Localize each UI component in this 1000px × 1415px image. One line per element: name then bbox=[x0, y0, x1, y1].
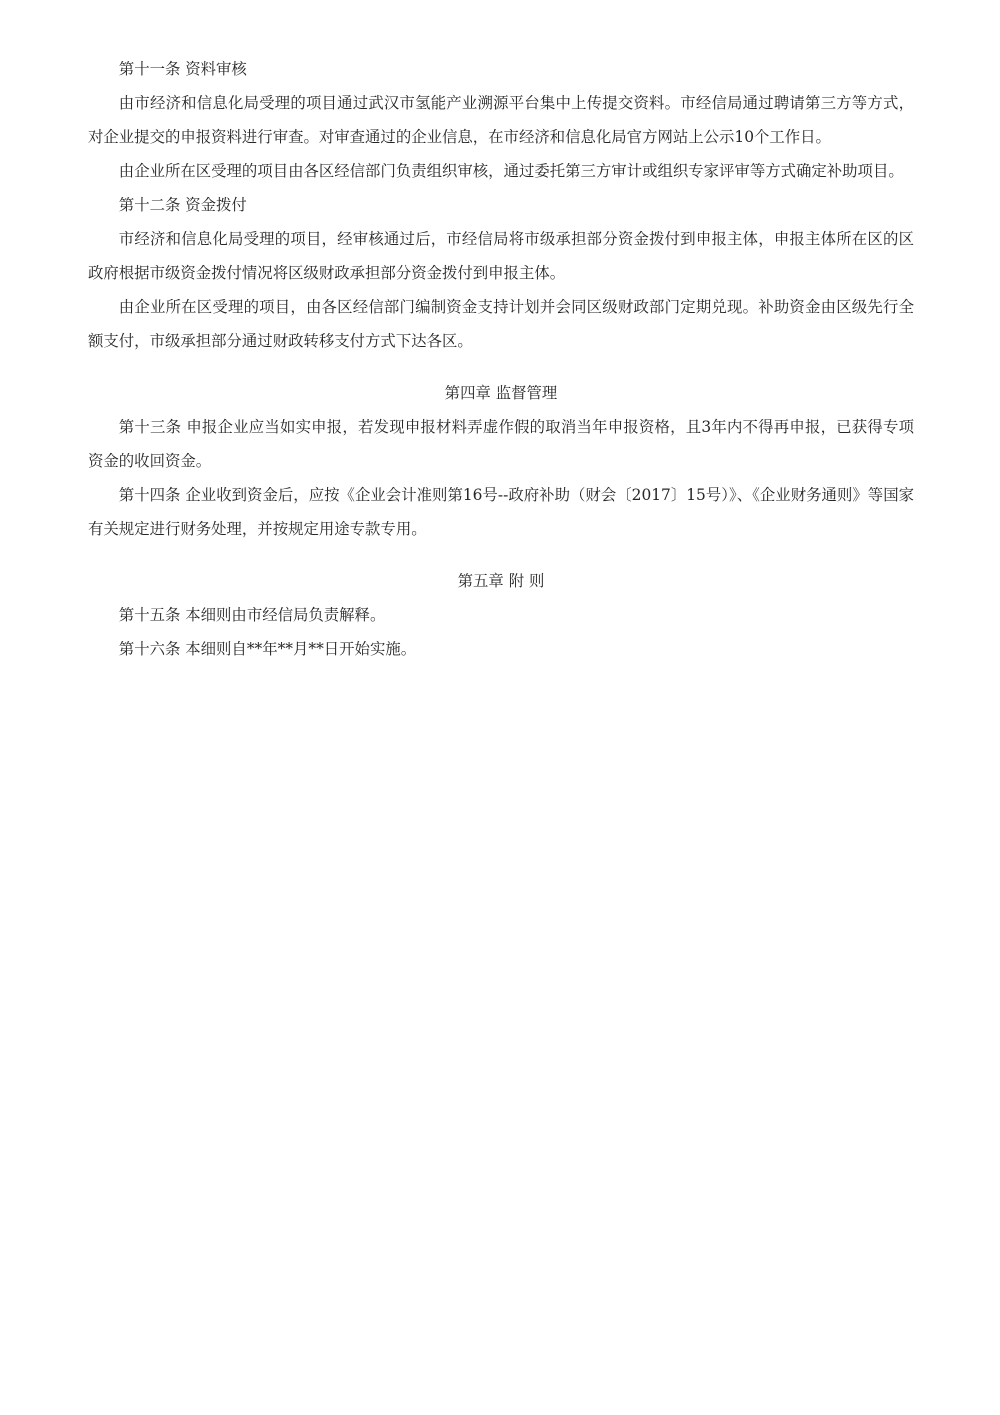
chapter-5-title: 第五章 附 则 bbox=[457, 572, 545, 590]
document-body bbox=[88, 52, 914, 666]
article-15: 第十五条 本细则由市经信局负责解释。 bbox=[118, 606, 386, 624]
article-16: 第十六条 本细则自**年**月**日开始实施。 bbox=[118, 640, 417, 658]
article-12-paragraph-1: 市经济和信息化局受理的项目，经审核通过后，市经信局将市级承担部分资金拨付到申报主体，申报主体所在区的区政府根据市级资金拨付情况将区级财政承担部分资金拨付到申报主体。 bbox=[88, 230, 914, 282]
article-12-title: 第十二条 资金拨付 bbox=[118, 196, 247, 214]
article-12-paragraph-2: 由企业所在区受理的项目，由各区经信部门编制资金支持计划并会同区级财政部门定期兑现。补助资金由区级先行全额支付，市级承担部分通过财政转移支付方式下达各区。 bbox=[88, 298, 914, 350]
article-11-title: 第十一条 资料审核 bbox=[118, 60, 247, 78]
article-14: 第十四条 企业收到资金后，应按《企业会计准则第16号--政府补助（财会〔2017〕15号）》、《企业财务通则》等国家有关规定进行财务处理，并按规定用途专款专用。 bbox=[88, 486, 914, 538]
article-13: 第十三条 申报企业应当如实申报，若发现申报材料弄虚作假的取消当年申报资格，且3年内不得再申报，已获得专项资金的收回资金。 bbox=[88, 418, 914, 470]
chapter-4-title: 第四章 监督管理 bbox=[444, 384, 558, 402]
article-11-paragraph-1: 由市经济和信息化局受理的项目通过武汉市氢能产业溯源平台集中上传提交资料。市经信局通过聘请第三方等方式，对企业提交的申报资料进行审查。对审查通过的企业信息，在市经济和信息化局官方网站上公示10个工作日。 bbox=[88, 94, 914, 146]
article-11-paragraph-2: 由企业所在区受理的项目由各区经信部门负责组织审核，通过委托第三方审计或组织专家评审等方式确定补助项目。 bbox=[118, 162, 904, 180]
